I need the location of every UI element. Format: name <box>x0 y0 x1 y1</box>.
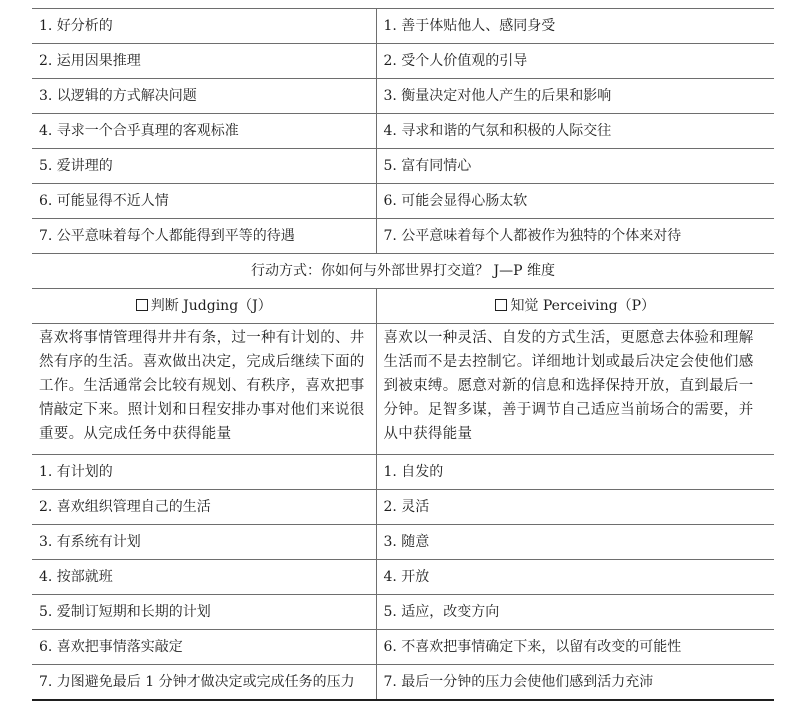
mbti-table-sheet <box>32 8 774 701</box>
table-row <box>32 665 774 701</box>
thinking-trait: 6. 可能显得不近人情 <box>32 184 376 219</box>
checkbox-square-icon <box>136 299 148 311</box>
feeling-trait: 7. 公平意味着每个人都被作为独特的个体来对待 <box>376 219 774 254</box>
judging-description: 喜欢将事情管理得井井有条，过一种有计划的、井然有序的生活。喜欢做出决定，完成后继续下面的工作。生活通常会比较有规划、有秩序，喜欢把事情敲定下来。照计划和日程安排办事对他们来说很重要。从完成任务中获得能量 <box>32 324 376 455</box>
table-row <box>32 184 774 219</box>
perceiving-trait: 1. 自发的 <box>376 455 774 490</box>
feeling-trait: 6. 可能会显得心肠太软 <box>376 184 774 219</box>
perceiving-trait: 5. 适应，改变方向 <box>376 595 774 630</box>
table-row <box>32 630 774 665</box>
table-row <box>32 44 774 79</box>
perceiving-header <box>376 289 774 324</box>
perceiving-trait: 7. 最后一分钟的压力会使他们感到活力充沛 <box>376 665 774 701</box>
table-row <box>32 560 774 595</box>
feeling-trait: 4. 寻求和谐的气氛和积极的人际交往 <box>376 114 774 149</box>
feeling-trait: 2. 受个人价值观的引导 <box>376 44 774 79</box>
checkbox-square-icon <box>495 299 507 311</box>
table-row <box>32 9 774 44</box>
thinking-trait: 1. 好分析的 <box>32 9 376 44</box>
thinking-trait: 7. 公平意味着每个人都能得到平等的待遇 <box>32 219 376 254</box>
perceiving-trait: 3. 随意 <box>376 525 774 560</box>
judging-trait: 3. 有系统有计划 <box>32 525 376 560</box>
jp-description-row <box>32 324 774 455</box>
judging-trait: 4. 按部就班 <box>32 560 376 595</box>
thinking-trait: 3. 以逻辑的方式解决问题 <box>32 79 376 114</box>
judging-label: 判断 Judging（J） <box>150 298 272 314</box>
table-row <box>32 490 774 525</box>
table-row <box>32 219 774 254</box>
thinking-trait: 5. 爱讲理的 <box>32 149 376 184</box>
feeling-trait: 3. 衡量决定对他人产生的后果和影响 <box>376 79 774 114</box>
judging-trait: 7. 力图避免最后 1 分钟才做决定或完成任务的压力 <box>32 665 376 701</box>
judging-trait: 5. 爱制订短期和长期的计划 <box>32 595 376 630</box>
table-row <box>32 79 774 114</box>
judging-header <box>32 289 376 324</box>
perceiving-label: 知觉 Perceiving（P） <box>510 298 656 314</box>
perceiving-trait: 2. 灵活 <box>376 490 774 525</box>
table-row <box>32 595 774 630</box>
table-row <box>32 525 774 560</box>
perceiving-trait: 6. 不喜欢把事情确定下来，以留有改变的可能性 <box>376 630 774 665</box>
section-title-row <box>32 254 774 289</box>
perceiving-trait: 4. 开放 <box>376 560 774 595</box>
jp-header-row <box>32 289 774 324</box>
thinking-trait: 2. 运用因果推理 <box>32 44 376 79</box>
table-row <box>32 149 774 184</box>
jp-section-title: 行动方式：你如何与外部世界打交道？ J—P 维度 <box>32 254 774 289</box>
judging-trait: 6. 喜欢把事情落实敲定 <box>32 630 376 665</box>
thinking-trait: 4. 寻求一个合乎真理的客观标准 <box>32 114 376 149</box>
judging-trait: 2. 喜欢组织管理自己的生活 <box>32 490 376 525</box>
feeling-trait: 1. 善于体贴他人、感同身受 <box>376 9 774 44</box>
table-row <box>32 114 774 149</box>
table-row <box>32 455 774 490</box>
mbti-comparison-table <box>32 8 774 701</box>
judging-trait: 1. 有计划的 <box>32 455 376 490</box>
perceiving-description: 喜欢以一种灵活、自发的方式生活，更愿意去体验和理解生活而不是去控制它。详细地计划或最后决定会使他们感到被束缚。愿意对新的信息和选择保持开放，直到最后一分钟。足智多谋，善于调节自己适应当前场合的需要，并从中获得能量 <box>376 324 774 455</box>
feeling-trait: 5. 富有同情心 <box>376 149 774 184</box>
